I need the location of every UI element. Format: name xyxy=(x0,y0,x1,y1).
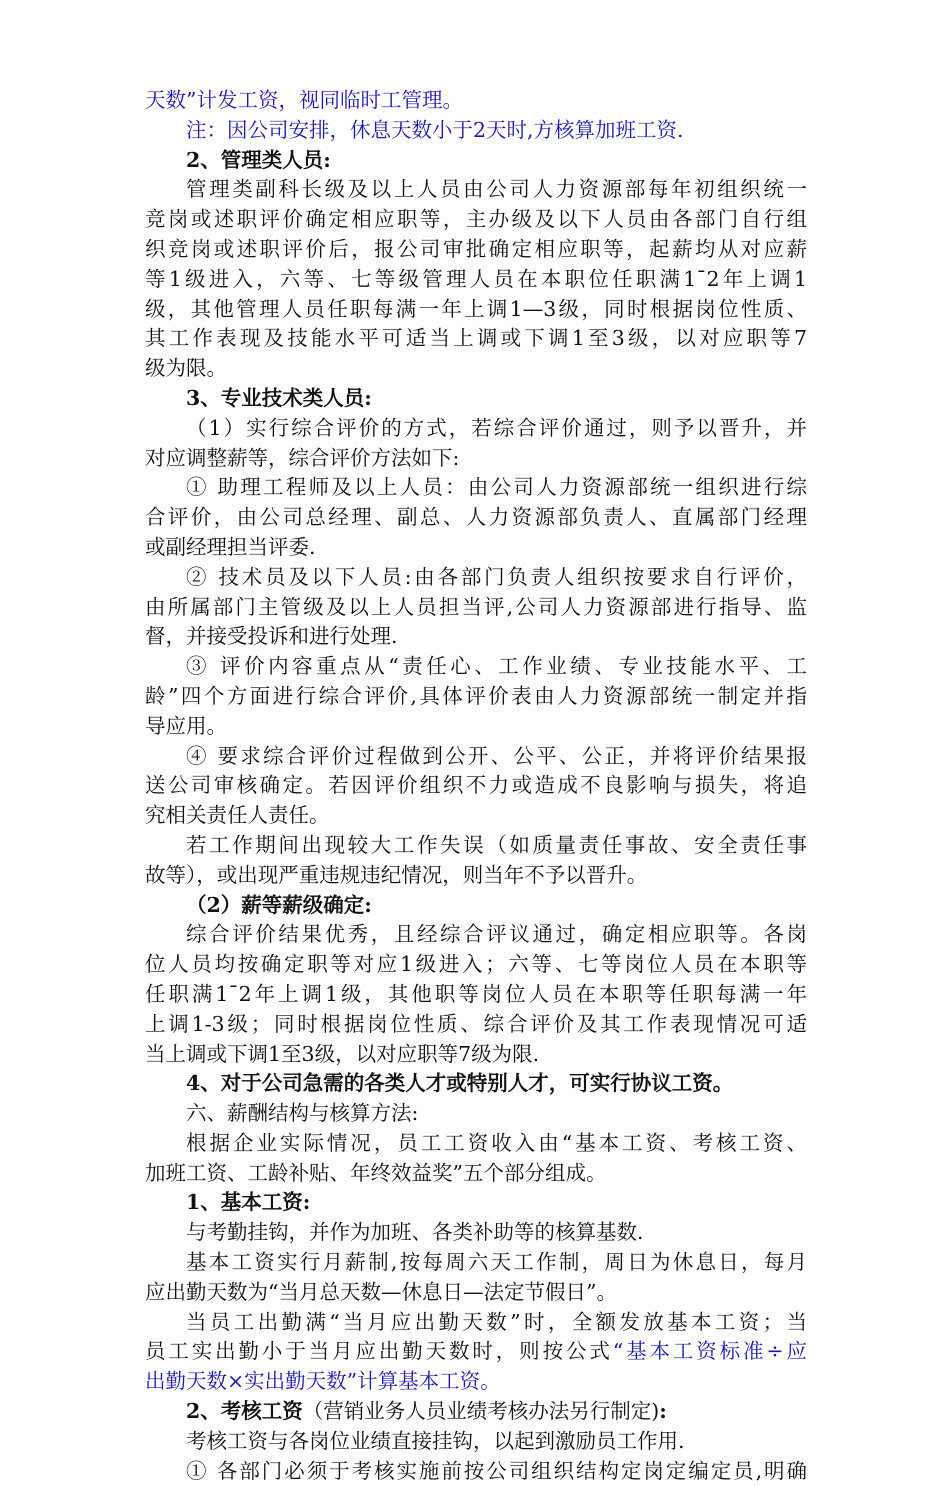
document-page xyxy=(145,86,807,1486)
text-line: 基本工资实行月薪制,按每周六天工作制，周日为休息日，每月 xyxy=(186,1250,807,1275)
heading-note: （营销业务人员业绩考核办法另行制定) xyxy=(302,1399,660,1424)
text-line: （2）薪等薪级确定: xyxy=(186,892,372,917)
text-line xyxy=(145,1337,807,1367)
section-heading xyxy=(145,1397,807,1427)
text-line: ④ 要求综合评价过程做到公开、公平、公正，并将评价结果报 xyxy=(186,743,807,768)
text-line: 级为限。 xyxy=(145,356,227,381)
formula-text: “基本工资标准÷应 xyxy=(612,1339,807,1364)
text-line: 根据企业实际情况，员工工资收入由“基本工资、考核工资、 xyxy=(186,1130,807,1155)
text-line: 六、薪酬结构与核算方法: xyxy=(186,1101,419,1126)
text-line: 竞岗或述职评价确定相应职等，主办级及以下人员由各部门自行组 xyxy=(145,207,807,232)
text-line: 4、对于公司急需的各类人才或特别人才，可实行协议工资。 xyxy=(186,1071,734,1096)
text-line: ① 各部门必须于考核实施前按公司组织结构定岗定编定员,明确 xyxy=(186,1458,807,1483)
text-line: 综合评价结果优秀，且经综合评议通过，确定相应职等。各岗 xyxy=(186,922,807,947)
text-line: 3、专业技术类人员: xyxy=(186,385,372,410)
text-line: 位人员均按确定职等对应1级进入；六等、七等岗位人员在本职等 xyxy=(145,952,807,977)
text-line: 1、基本工资: xyxy=(186,1190,311,1215)
tail-lines xyxy=(145,1427,807,1486)
text-line: 督，并接受投诉和进行处理. xyxy=(145,624,398,649)
text-line: 或副经理担当评委. xyxy=(145,534,316,559)
text-line: 考核工资与各岗位业绩直接挂钩，以起到激励员工作用. xyxy=(186,1428,685,1453)
body-lines xyxy=(145,86,807,1308)
text-line: 管理类副科长级及以上人员由公司人力资源部每年初组织统一 xyxy=(186,177,807,202)
text-line: 当员工出勤满“当月应出勤天数”时，全额发放基本工资；当 xyxy=(186,1309,807,1334)
text-line: 合评价，由公司总经理、副总、人力资源部负责人、直属部门经理 xyxy=(145,505,807,530)
text-line: 织竞岗或述职评价后，报公司审批确定相应职等，起薪均从对应薪 xyxy=(145,236,807,261)
text-line: 2、管理类人员: xyxy=(186,147,331,172)
text-line: 导应用。 xyxy=(145,713,227,738)
text-line: 若工作期间出现较大工作失误（如质量责任事故、安全责任事 xyxy=(186,832,807,857)
text-line: 上调1-3级；同时根据岗位性质、综合评价及其工作表现情况可适 xyxy=(145,1011,807,1036)
text-line: 龄”四个方面进行综合评价,具体评价表由人力资源部统一制定并指 xyxy=(145,683,807,708)
inline-text: 员工实出勤小于当月应出勤天数时，则按公式 xyxy=(145,1339,613,1364)
text-line: ③ 评价内容重点从“责任心、工作业绩、专业技能水平、工 xyxy=(186,654,807,679)
text-line: 注：因公司安排，休息天数小于2天时,方核算加班工资. xyxy=(186,117,684,142)
text-line: 应出勤天数为“当月总天数—休息日—法定节假日”。 xyxy=(145,1279,617,1304)
text-line: 级，其他管理人员任职每满一年上调1—3级，同时根据岗位性质、 xyxy=(145,296,807,321)
text-line: 由所属部门主管级及以上人员担当评,公司人力资源部进行指导、监 xyxy=(145,594,807,619)
heading-colon: : xyxy=(659,1399,667,1424)
text-line: 究相关责任人责任。 xyxy=(145,803,330,828)
text-line: （1）实行综合评价的方式，若综合评价通过，则予以晋升，并 xyxy=(186,415,807,440)
text-line: 故等），或出现严重违规违纪情况，则当年不予以晋升。 xyxy=(145,862,648,887)
heading-text: 2、考核工资 xyxy=(186,1399,303,1424)
text-line: 加班工资、工龄补贴、年终效益奖”五个部分组成。 xyxy=(145,1160,607,1185)
text-line: 任职满1ˉ2年上调1级，其他职等岗位人员在本职等任职每满一年 xyxy=(145,981,807,1006)
text-line: 送公司审核确定。若因评价组织不力或造成不良影响与损失，将追 xyxy=(145,773,807,798)
text-line: ② 技术员及以下人员:由各部门负责人组织按要求自行评价， xyxy=(186,564,807,589)
text-line: 其工作表现及技能水平可适当上调或下调1至3级，以对应职等7 xyxy=(145,326,807,351)
text-line: 对应调整薪等，综合评价方法如下: xyxy=(145,445,460,470)
text-line: 等1级进入，六等、七等级管理人员在本职位任职满1ˉ2年上调1 xyxy=(145,266,807,291)
text-line: 当上调或下调1至3级，以对应职等7级为限. xyxy=(145,1041,540,1066)
text-line: 与考勤挂钩，并作为加班、各类补助等的核算基数. xyxy=(186,1220,644,1245)
formula-text: 出勤天数×实出勤天数”计算基本工资。 xyxy=(145,1369,501,1394)
text-line: 天数”计发工资，视同临时工管理。 xyxy=(145,88,463,112)
text-line: ① 助理工程师及以上人员：由公司人力资源部统一组织进行综 xyxy=(186,475,807,500)
